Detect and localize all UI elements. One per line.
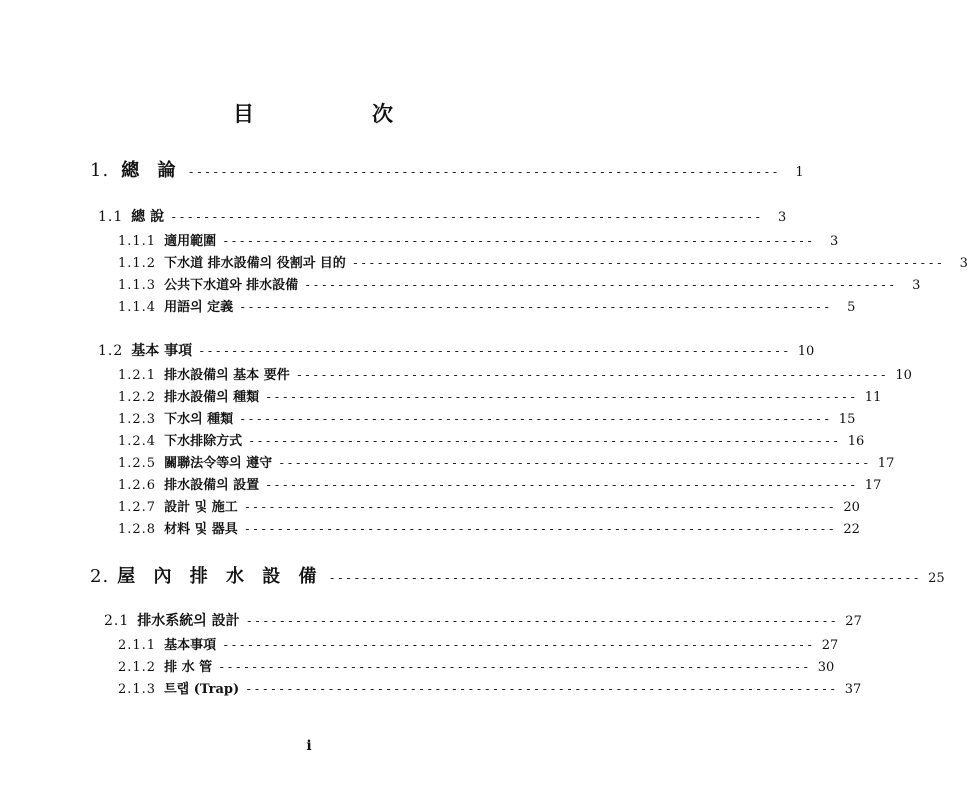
item-number: 2.1.1 bbox=[118, 638, 157, 653]
item-number: 1.2.3 bbox=[118, 412, 157, 427]
item-number: 2.1.3 bbox=[118, 682, 157, 697]
item-number: 1.1.1 bbox=[118, 234, 157, 249]
item-number: 1.1.2 bbox=[118, 256, 157, 271]
item-number: 1.2.4 bbox=[118, 434, 157, 449]
item-label: 關聯法令等의 遵守 bbox=[164, 456, 273, 471]
leader-dots: ------------------------------------------------------------------------ bbox=[351, 256, 944, 270]
toc-item-2-1-3 bbox=[118, 678, 862, 697]
page-number: 3 bbox=[829, 234, 839, 249]
page-number: 27 bbox=[845, 614, 862, 629]
footer-page-number: i bbox=[306, 738, 312, 754]
toc-section-1-1 bbox=[98, 206, 787, 226]
toc-section-2-1 bbox=[104, 610, 862, 630]
toc-item-1-2-7 bbox=[118, 496, 860, 515]
chapter-label: 屋 內 排 水 設 備 bbox=[117, 566, 323, 587]
page-number: 5 bbox=[847, 300, 856, 315]
leader-dots: ------------------------------------------------------------------------ bbox=[278, 456, 871, 470]
chapter-number: 2. bbox=[90, 566, 110, 587]
section-label: 排水系統의 設計 bbox=[137, 613, 240, 629]
page-number: 37 bbox=[844, 682, 862, 697]
toc-item-1-2-4 bbox=[118, 430, 865, 449]
leader-dots: ------------------------------------------------------------------------ bbox=[328, 571, 921, 585]
page-number: 1 bbox=[795, 165, 804, 180]
item-number: 1.2.5 bbox=[118, 456, 157, 471]
page-number: 10 bbox=[895, 368, 912, 383]
toc-item-1-1-3 bbox=[118, 274, 921, 293]
item-label: 設計 및 施工 bbox=[164, 500, 238, 515]
toc-chapter-2 bbox=[90, 562, 945, 588]
toc-item-1-2-1 bbox=[118, 364, 912, 383]
toc-item-2-1-2 bbox=[118, 656, 835, 675]
leader-dots: ------------------------------------------------------------------------ bbox=[265, 390, 858, 404]
toc-item-1-2-2 bbox=[118, 386, 882, 405]
section-number: 1.2 bbox=[98, 343, 124, 359]
leader-dots: ------------------------------------------------------------------------ bbox=[243, 500, 836, 514]
leader-dots: ------------------------------------------------------------------------ bbox=[245, 614, 838, 628]
leader-dots: ------------------------------------------------------------------------ bbox=[218, 660, 811, 674]
toc-title bbox=[0, 98, 618, 128]
page-number: 25 bbox=[928, 571, 945, 586]
item-label: 材料 및 器具 bbox=[164, 522, 238, 537]
item-label: 下水排除方式 bbox=[164, 434, 243, 449]
toc-item-1-1-4 bbox=[118, 296, 856, 315]
leader-dots: ------------------------------------------------------------------------ bbox=[170, 210, 763, 224]
leader-dots: ------------------------------------------------------------------------ bbox=[239, 300, 832, 314]
item-number: 1.1.4 bbox=[118, 300, 157, 315]
page-number: 15 bbox=[838, 412, 856, 427]
leader-dots: ------------------------------------------------------------------------ bbox=[295, 368, 888, 382]
item-number: 1.2.6 bbox=[118, 478, 157, 493]
chapter-label: 總 論 bbox=[121, 160, 182, 181]
toc-chapter-1 bbox=[90, 156, 804, 182]
leader-dots: ------------------------------------------------------------------------ bbox=[222, 234, 815, 248]
leader-dots: ------------------------------------------------------------------------ bbox=[265, 478, 858, 492]
section-label: 總 說 bbox=[131, 209, 165, 225]
page-number: 3 bbox=[912, 278, 921, 293]
leader-dots: ------------------------------------------------------------------------ bbox=[239, 412, 832, 426]
page-number: 30 bbox=[817, 660, 835, 675]
leader-dots: ------------------------------------------------------------------------ bbox=[248, 434, 841, 448]
page-number: 20 bbox=[843, 500, 860, 515]
page-number: 27 bbox=[821, 638, 839, 653]
item-label: 排水設備의 設置 bbox=[164, 478, 260, 493]
page-number: 10 bbox=[797, 344, 815, 359]
item-label: 適用範圍 bbox=[164, 234, 217, 249]
chapter-number: 1. bbox=[90, 160, 110, 181]
toc-item-1-2-3 bbox=[118, 408, 856, 427]
page-number: 11 bbox=[864, 390, 882, 405]
toc-title-right: 次 bbox=[372, 101, 393, 126]
toc-title-left: 目 bbox=[233, 101, 254, 126]
toc-section-1-2 bbox=[98, 340, 815, 360]
toc-item-1-2-8 bbox=[118, 518, 860, 537]
toc-item-1-1-1 bbox=[118, 230, 839, 249]
leader-dots: ------------------------------------------------------------------------ bbox=[222, 638, 815, 652]
section-number: 2.1 bbox=[104, 613, 130, 629]
item-label: 排水設備의 種類 bbox=[164, 390, 260, 405]
page-number: 17 bbox=[864, 478, 882, 493]
item-number: 1.2.7 bbox=[118, 500, 157, 515]
item-number: 1.2.1 bbox=[118, 368, 157, 383]
leader-dots: ------------------------------------------------------------------------ bbox=[304, 278, 897, 292]
section-number: 1.1 bbox=[98, 209, 124, 225]
page-number: 22 bbox=[843, 522, 860, 537]
item-number: 2.1.2 bbox=[118, 660, 157, 675]
item-label: 排 水 管 bbox=[164, 660, 213, 675]
leader-dots: ------------------------------------------------------------------------ bbox=[187, 165, 780, 179]
page-number: 3 bbox=[778, 210, 787, 225]
item-label: 下水道 排水設備의 役割과 目的 bbox=[164, 256, 346, 271]
page-number: 3 bbox=[959, 256, 968, 271]
item-label: 排水設備의 基本 要件 bbox=[164, 368, 290, 383]
page-number: 16 bbox=[847, 434, 865, 449]
item-label: 用語의 定義 bbox=[164, 300, 234, 315]
item-number: 1.2.8 bbox=[118, 522, 157, 537]
toc-item-1-2-5 bbox=[118, 452, 895, 471]
item-label: 트랩 (Trap) bbox=[164, 682, 240, 697]
item-label: 基本事項 bbox=[164, 638, 217, 653]
item-number: 1.2.2 bbox=[118, 390, 157, 405]
item-label: 下水의 種類 bbox=[164, 412, 234, 427]
leader-dots: ------------------------------------------------------------------------ bbox=[198, 344, 791, 358]
page-number: 17 bbox=[877, 456, 895, 471]
leader-dots: ------------------------------------------------------------------------ bbox=[243, 522, 836, 536]
leader-dots: ------------------------------------------------------------------------ bbox=[245, 682, 838, 696]
section-label: 基本 事項 bbox=[131, 343, 193, 359]
toc-item-1-1-2 bbox=[118, 252, 968, 271]
toc-item-2-1-1 bbox=[118, 634, 839, 653]
toc-item-1-2-6 bbox=[118, 474, 882, 493]
item-label: 公共下水道와 排水設備 bbox=[164, 278, 299, 293]
item-number: 1.1.3 bbox=[118, 278, 157, 293]
